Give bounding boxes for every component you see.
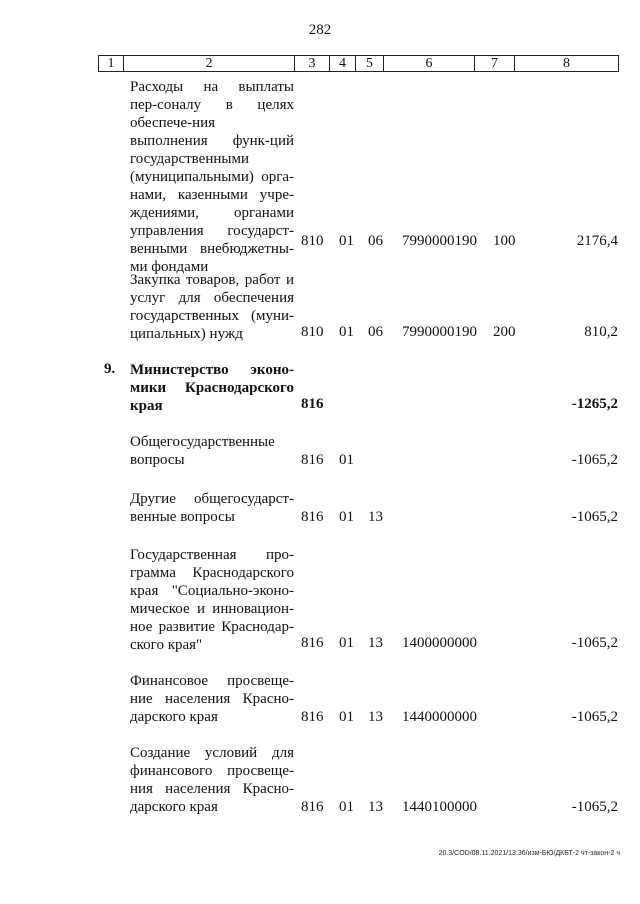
header-col-4: 4 (330, 56, 356, 71)
row-rz: 01 (339, 709, 354, 725)
row-pr: 13 (368, 709, 383, 725)
row-name: Другие общегосударст-венные вопросы (130, 491, 294, 525)
row-rz: 01 (339, 324, 354, 340)
row-rz: 01 (339, 799, 354, 815)
row-csr: 7990000190 (402, 324, 477, 340)
row-sum: 810,2 (584, 324, 618, 340)
row-pr: 06 (368, 233, 383, 249)
row-sum: -1065,2 (571, 452, 618, 468)
row-pr: 13 (368, 635, 383, 651)
row-ved: 816 (301, 509, 324, 525)
header-col-2: 2 (124, 56, 295, 71)
header-col-6: 6 (384, 56, 475, 71)
row-ved: 816 (301, 452, 324, 468)
row-csr: 7990000190 (402, 233, 477, 249)
page-number: 282 (308, 22, 332, 38)
row-rz: 01 (339, 452, 354, 468)
row-sum: -1065,2 (571, 709, 618, 725)
row-number: 9. (104, 361, 116, 377)
document-footer-code: 20.3/COD/08.11.2021/13:36/изм-БЮ/ДКБТ-2 чт-закон-2 ч (438, 850, 620, 857)
table-row (0, 361, 640, 413)
row-csr: 1440000000 (402, 709, 477, 725)
row-name: Государственная про-грамма Краснодарского края "Социально-эконо-мическое и инновацион-ное развитие Краснодар-ского края" (130, 547, 294, 653)
row-name: Расходы на выплаты пер-соналу в целях обеспече-ния выполнения функ-ций государственными (муниципальными) орга-нами, казенными учре-ждениями, органами управления государст-венными внебюджетны-ми фондами (130, 79, 294, 275)
table-row (0, 672, 640, 726)
row-csr: 1440100000 (402, 799, 477, 815)
table-header (98, 55, 619, 72)
row-rz: 01 (339, 233, 354, 249)
row-pr: 06 (368, 324, 383, 340)
table-row (0, 490, 640, 526)
table-row (0, 433, 640, 469)
row-vr: 200 (493, 324, 516, 340)
row-ved: 816 (301, 709, 324, 725)
header-col-8: 8 (563, 56, 570, 71)
row-sum: -1265,2 (571, 396, 618, 412)
row-pr: 13 (368, 509, 383, 525)
table-row (0, 546, 640, 652)
row-ved: 810 (301, 233, 324, 249)
row-name: Финансовое просвеще-ние населения Красно-дарского края (130, 673, 294, 725)
header-col-5: 5 (356, 56, 384, 71)
table-row (0, 78, 640, 275)
header-col-1: 1 (99, 56, 124, 71)
row-vr: 100 (493, 233, 516, 249)
row-sum: -1065,2 (571, 509, 618, 525)
row-ved: 816 (301, 396, 324, 412)
row-sum: -1065,2 (571, 635, 618, 651)
table-row (0, 271, 640, 341)
row-ved: 816 (301, 799, 324, 815)
row-rz: 01 (339, 509, 354, 525)
row-pr: 13 (368, 799, 383, 815)
row-name: Создание условий для финансового просвеще-ния населения Красно-дарского края (130, 745, 294, 815)
row-name: Общегосударственные вопросы (130, 434, 275, 468)
row-ved: 810 (301, 324, 324, 340)
row-csr: 1400000000 (402, 635, 477, 651)
row-sum: 2176,4 (576, 233, 618, 249)
table-row (0, 744, 640, 816)
row-rz: 01 (339, 635, 354, 651)
row-name: Закупка товаров, работ и услуг для обеспечения государственных (муни-ципальных) нужд (130, 272, 294, 342)
header-col-7: 7 (475, 56, 515, 71)
row-ved: 816 (301, 635, 324, 651)
row-name: Министерство эконо-мики Краснодарского края (130, 362, 294, 414)
row-sum: -1065,2 (571, 799, 618, 815)
header-col-3: 3 (295, 56, 330, 71)
